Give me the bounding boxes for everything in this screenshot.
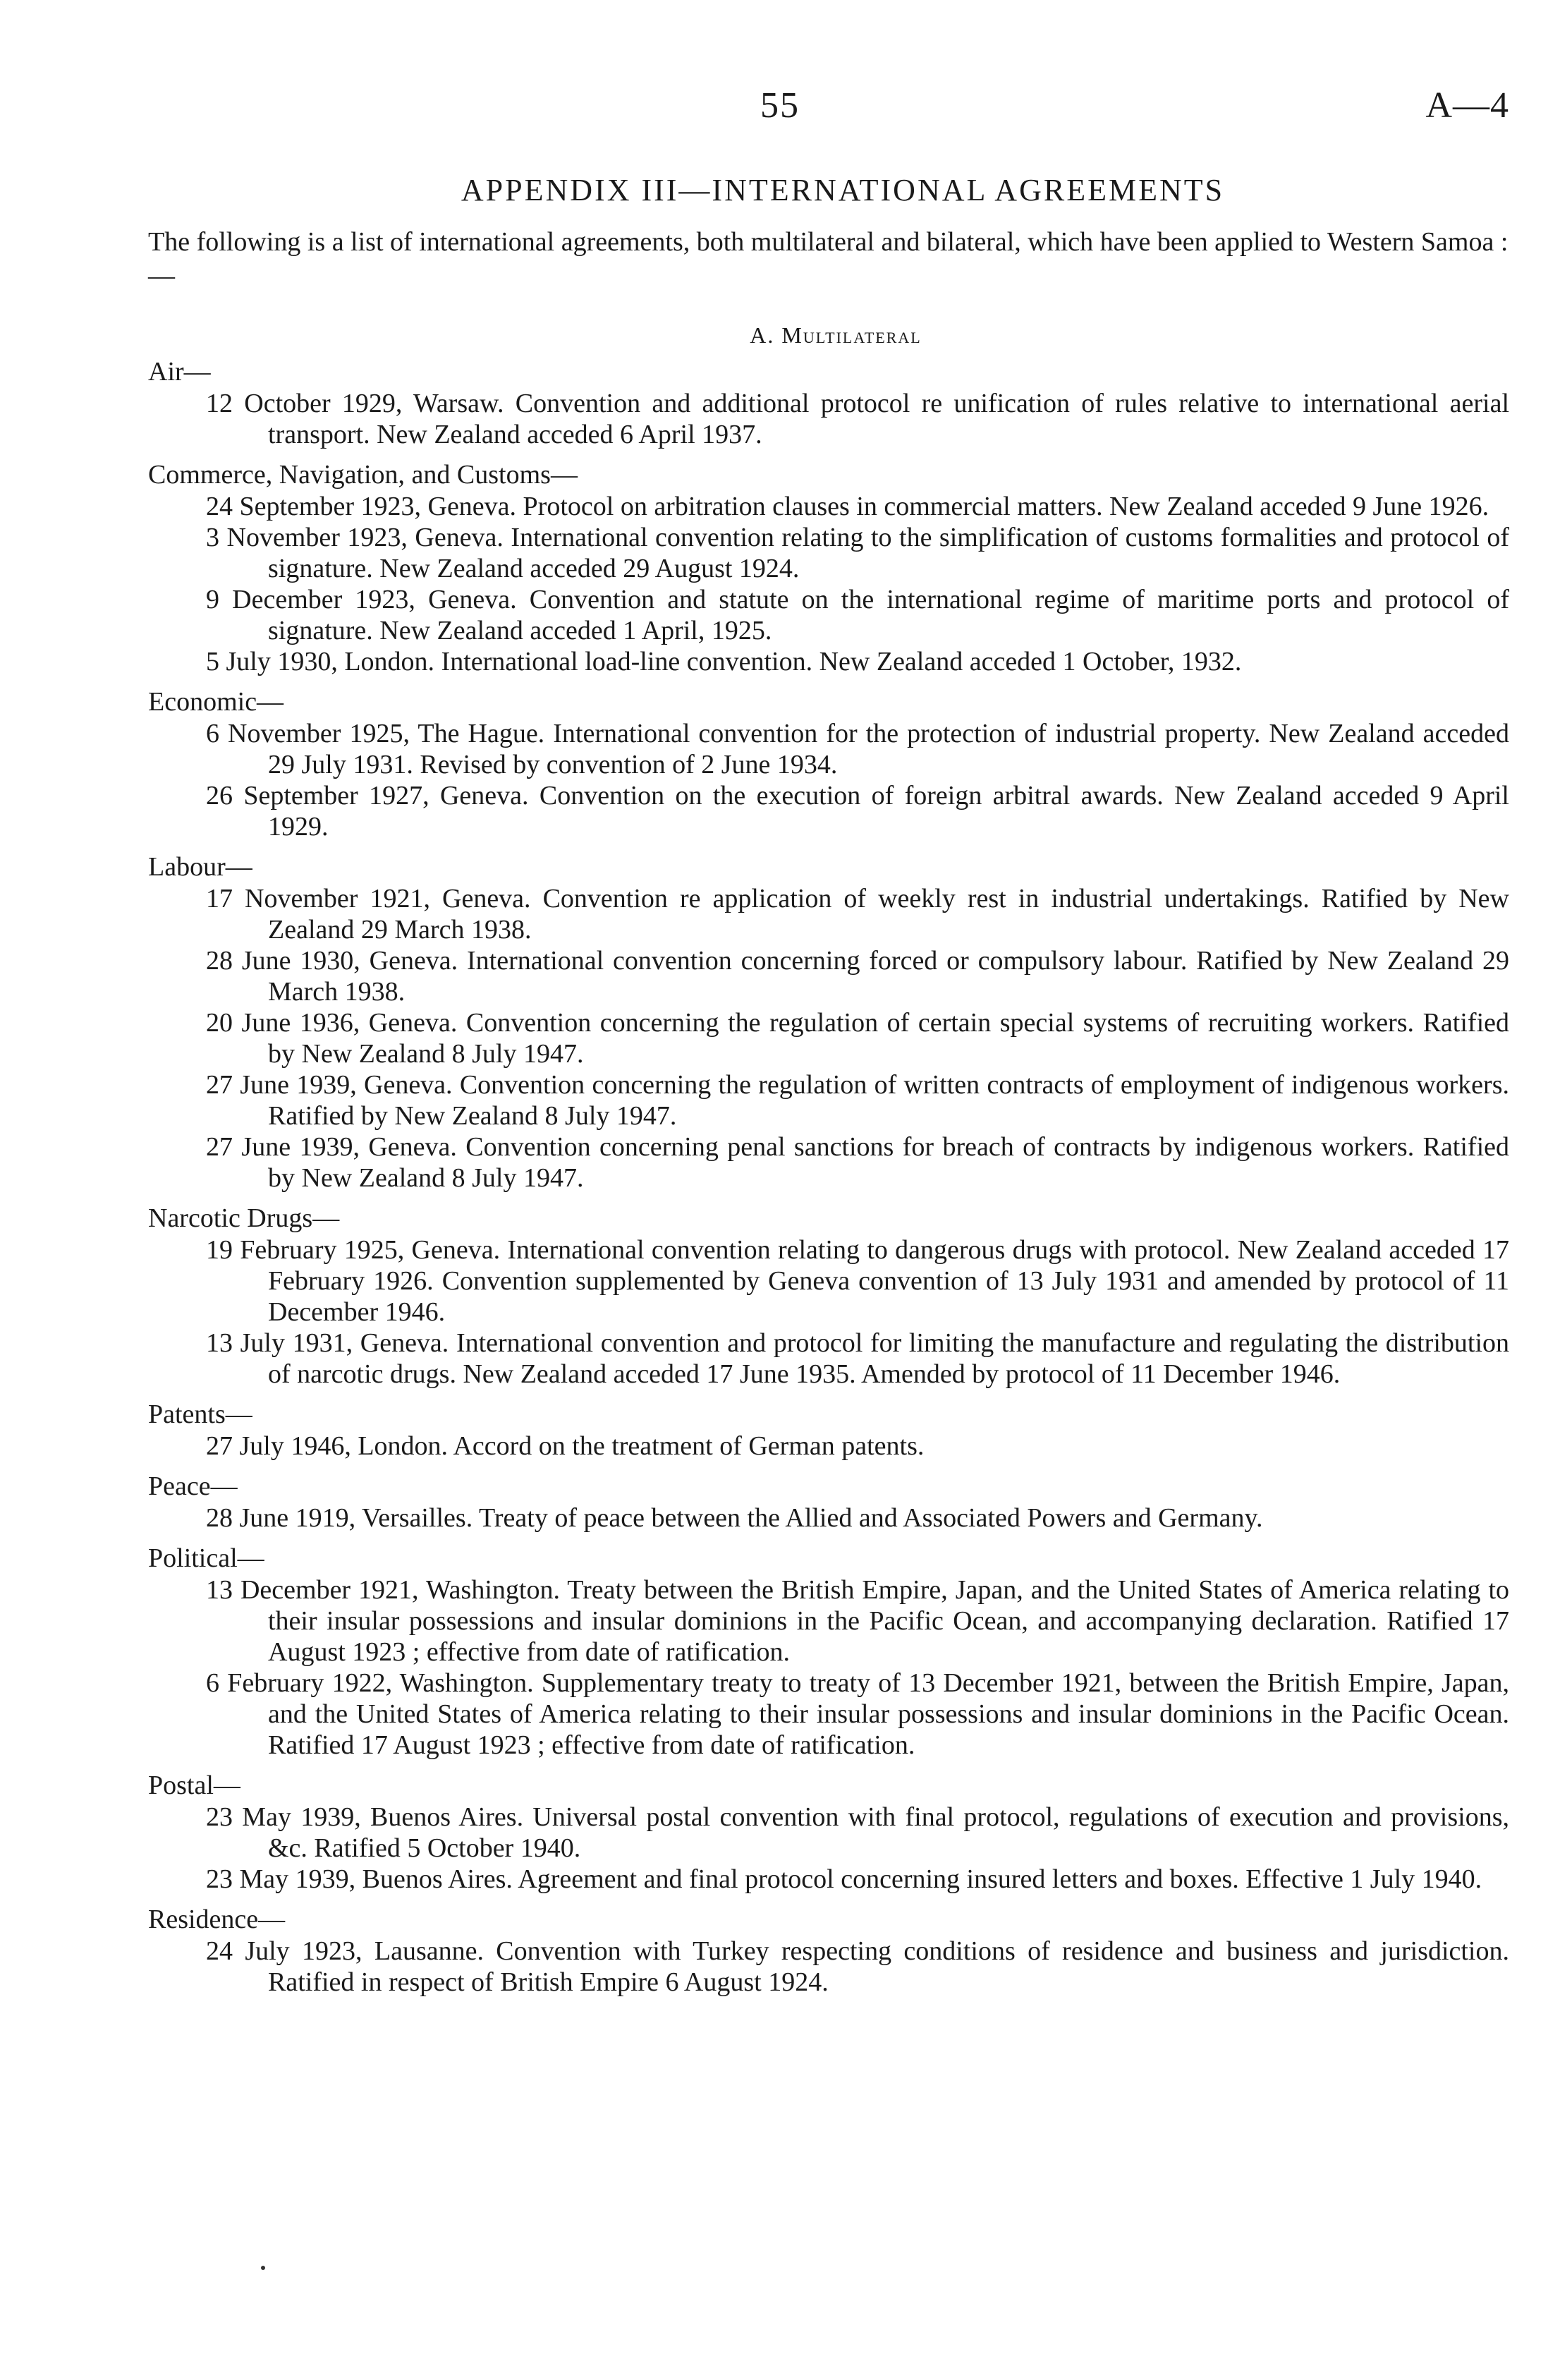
category-section: [148, 459, 1509, 677]
agreement-entry: 28 June 1919, Versailles. Treaty of peace between the Allied and Associated Powers and Germany.: [206, 1503, 1263, 1533]
agreement-entry: 6 November 1925, The Hague. International convention for the protection of industrial property. New Zealand acceded 29 July 1931. Revised by convention of 2 June 1934.: [206, 719, 1509, 779]
agreement-entry: 17 November 1921, Geneva. Convention re application of weekly rest in industrial undertakings. Ratified by New Zealand 29 March 1938.: [206, 884, 1509, 945]
category-title: Labour—: [148, 852, 252, 882]
entry-list: [148, 1234, 1509, 1390]
entry-list: [148, 491, 1509, 677]
agreement-entry: 5 July 1930, London. International load-line convention. New Zealand acceded 1 October, 1932.: [206, 647, 1242, 676]
category-title: Political—: [148, 1543, 264, 1573]
entry-list: [148, 1936, 1509, 1998]
category-section: [148, 1542, 1509, 1761]
agreement-entry: 23 May 1939, Buenos Aires. Agreement and final protocol concerning insured letters and boxes. Effective 1 July 1940.: [206, 1864, 1482, 1894]
category-section: [148, 1202, 1509, 1390]
category-section: [148, 356, 1509, 450]
agreement-entry: 27 July 1946, London. Accord on the treatment of German patents.: [206, 1431, 925, 1461]
category-title: Air—: [148, 357, 211, 387]
category-section: [148, 1470, 1509, 1534]
category-title: Economic—: [148, 687, 284, 717]
page-title: APPENDIX III—INTERNATIONAL AGREEMENTS: [461, 173, 1225, 207]
page-number: 55: [760, 85, 800, 126]
category-title: Narcotic Drugs—: [148, 1203, 340, 1233]
entry-list: [148, 718, 1509, 842]
category-section: [148, 851, 1509, 1194]
category-title: Commerce, Navigation, and Customs—: [148, 460, 578, 490]
entry-list: [148, 1574, 1509, 1761]
agreements-list: [148, 356, 1509, 1998]
category-title: Patents—: [148, 1400, 252, 1429]
document-code: A—4: [1425, 85, 1509, 126]
agreement-entry: 3 November 1923, Geneva. International convention relating to the simplification of customs formalities and protocol of signature. New Zealand acceded 29 August 1924.: [206, 523, 1509, 583]
entry-list: [148, 883, 1509, 1194]
entry-list: [148, 388, 1509, 450]
stray-mark: [261, 2266, 265, 2270]
agreement-entry: 19 February 1925, Geneva. International convention relating to dangerous drugs with protocol. New Zealand acceded 17 February 1926. Convention supplemented by Geneva convention of 13 July 1931 and amended by protocol of 11 December 1946.: [206, 1235, 1509, 1327]
document-page: [148, 85, 1509, 2006]
agreement-entry: 12 October 1929, Warsaw. Convention and additional protocol re unification of rules relative to international aerial transport. New Zealand acceded 6 April 1937.: [206, 389, 1509, 449]
agreement-entry: 27 June 1939, Geneva. Convention concerning penal sanctions for breach of contracts by indigenous workers. Ratified by New Zealand 8 July 1947.: [206, 1132, 1509, 1193]
agreement-entry: 28 June 1930, Geneva. International convention concerning forced or compulsory labour. Ratified by New Zealand 29 March 1938.: [206, 946, 1509, 1007]
agreement-entry: 24 September 1923, Geneva. Protocol on arbitration clauses in commercial matters. New Zealand acceded 9 June 1926.: [206, 492, 1489, 521]
agreement-entry: 27 June 1939, Geneva. Convention concerning the regulation of written contracts of employment of indigenous workers. Ratified by New Zealand 8 July 1947.: [206, 1070, 1509, 1131]
agreement-entry: 23 May 1939, Buenos Aires. Universal postal convention with final protocol, regulations of execution and provisions, &c. Ratified 5 October 1940.: [206, 1802, 1509, 1863]
entry-list: [148, 1502, 1509, 1534]
agreement-entry: 6 February 1922, Washington. Supplementary treaty to treaty of 13 December 1921, between the British Empire, Japan, and the United States of America relating to their insular possessions and insular dominions in the Pacific Ocean. Ratified 17 August 1923 ; effective from date of ratification.: [206, 1668, 1509, 1760]
category-title: Peace—: [148, 1471, 238, 1501]
agreement-entry: 9 December 1923, Geneva. Convention and statute on the international regime of maritime ports and protocol of signature. New Zealand acceded 1 April, 1925.: [206, 585, 1509, 645]
category-title: Residence—: [148, 1905, 286, 1934]
agreement-entry: 20 June 1936, Geneva. Convention concerning the regulation of certain special systems of recruiting workers. Ratified by New Zealand 8 July 1947.: [206, 1008, 1509, 1069]
category-section: [148, 1903, 1509, 1998]
category-title: Postal—: [148, 1771, 240, 1800]
agreement-entry: 24 July 1923, Lausanne. Convention with Turkey respecting conditions of residence and business and jurisdiction. Ratified in respect of British Empire 6 August 1924.: [206, 1936, 1509, 1997]
category-section: [148, 1398, 1509, 1462]
entry-list: [148, 1802, 1509, 1895]
entry-list: [148, 1431, 1509, 1462]
running-header: [148, 85, 1509, 141]
intro-paragraph: The following is a list of international agreements, both multilateral and bilateral, which have been applied to Western Samoa :—: [148, 227, 1509, 291]
agreement-entry: 26 September 1927, Geneva. Convention on the execution of foreign arbitral awards. New Zealand acceded 9 April 1929.: [206, 781, 1509, 842]
agreement-entry: 13 July 1931, Geneva. International convention and protocol for limiting the manufacture and regulating the distribution of narcotic drugs. New Zealand acceded 17 June 1935. Amended by protocol of 11 December 1946.: [206, 1328, 1509, 1389]
category-section: [148, 1769, 1509, 1895]
category-section: [148, 686, 1509, 842]
section-heading: A. Multilateral: [750, 322, 922, 348]
agreement-entry: 13 December 1921, Washington. Treaty between the British Empire, Japan, and the United States of America relating to their insular possessions and insular dominions in the Pacific Ocean, and accompanying declaration. Ratified 17 August 1923 ; effective from date of ratification.: [206, 1575, 1509, 1667]
